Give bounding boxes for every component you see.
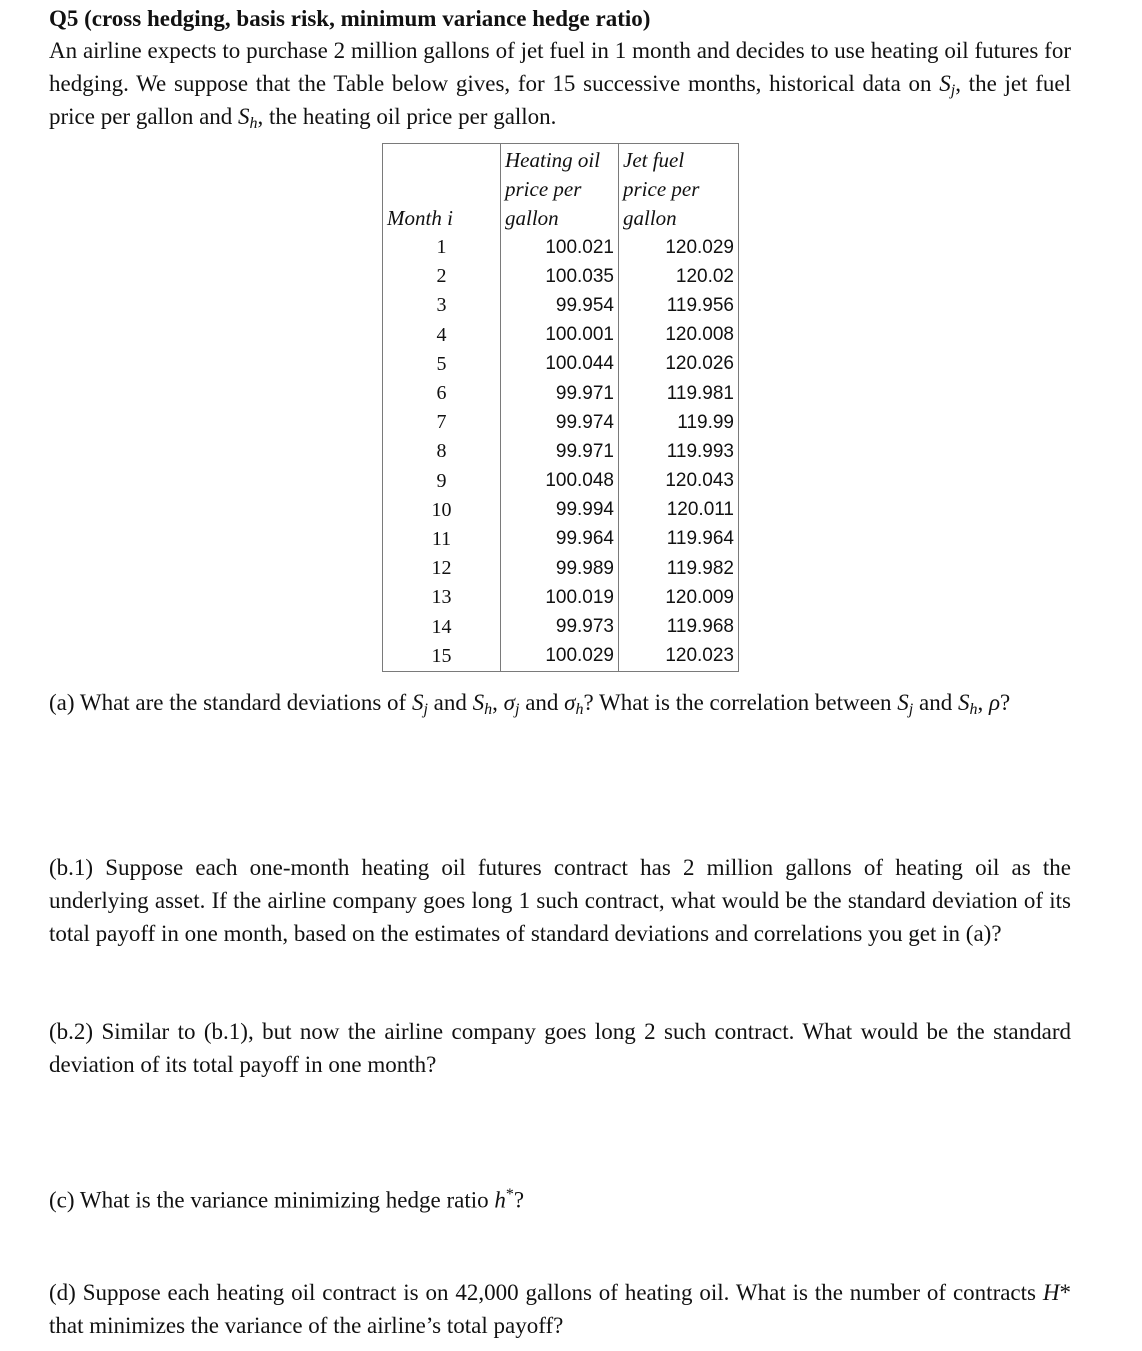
table-row: 7 99.974 119.99 — [383, 408, 739, 437]
table-row: 4 100.001 120.008 — [383, 321, 739, 350]
table-row: 15 100.029 120.023 — [383, 642, 739, 672]
subscript-j: j — [950, 82, 956, 99]
price-table — [382, 143, 738, 672]
intro-text-3: , the heating oil price per gallon. — [257, 104, 557, 129]
symbol-s-j: S — [939, 71, 951, 96]
question-a: (a) What are the standard deviations of $S_j$ and $S_h$, $\sigma_j$ and $\sigma_h$? What is the correlation between $S_j$ and $S_h$, ρ? — [49, 690, 1011, 718]
table-row: 14 99.973 119.968 — [383, 612, 739, 641]
table-row: 11 99.964 119.964 — [383, 525, 739, 554]
question-b1: (b.1) Suppose each one-month heating oil futures contract has 2 million gallons of heating oil as the underlying asset. If the airline company goes long 1 such contract, what would be the standard deviation of its total payoff in one month, based on the estimates of standard deviations and correlations you get in (a)? — [49, 855, 1071, 946]
question-d: (d) Suppose each heating oil contract is on 42,000 gallons of heating oil. What is the number of contracts H* that minimizes the variance of the airline’s total payoff? — [49, 1280, 1071, 1338]
header-jet-fuel: Jet fuel price per gallon — [619, 144, 739, 234]
question-c: (c) What is the variance minimizing hedge ratio h*? — [49, 1186, 525, 1213]
table-row: 13 100.019 120.009 — [383, 583, 739, 612]
symbol-s-h: S — [238, 104, 250, 129]
intro-paragraph — [49, 34, 1071, 133]
table-row: 2 100.035 120.02 — [383, 262, 739, 291]
header-month: Month i — [383, 144, 501, 234]
question-title: Q5 (cross hedging, basis risk, minimum variance hedge ratio) — [49, 6, 651, 31]
table-row: 10 99.994 120.011 — [383, 496, 739, 525]
table-row: 12 99.989 119.982 — [383, 554, 739, 583]
question-b2: (b.2) Similar to (b.1), but now the airline company goes long 2 such contract. What would be the standard deviation of its total payoff in one month? — [49, 1019, 1071, 1077]
table-row: 3 99.954 119.956 — [383, 291, 739, 320]
table-row: 1 100.021 120.029 — [383, 233, 739, 262]
table-row: 6 99.971 119.981 — [383, 379, 739, 408]
header-heating-oil: Heating oil price per gallon — [501, 144, 619, 234]
table-row: 8 99.971 119.993 — [383, 437, 739, 466]
table-row: 5 100.044 120.026 — [383, 350, 739, 379]
table-row: 9 100.048 120.043 — [383, 467, 739, 496]
table-header-row — [383, 144, 739, 234]
intro-text-1: An airline expects to purchase 2 million gallons of jet fuel in 1 month and decides to use heating oil futures for hedging. We suppose that the Table below gives, for 15 successive months, historical data on — [49, 38, 1071, 96]
intro-text-2: , the jet fuel price per gallon and — [49, 71, 1071, 129]
subscript-h: h — [249, 115, 258, 132]
